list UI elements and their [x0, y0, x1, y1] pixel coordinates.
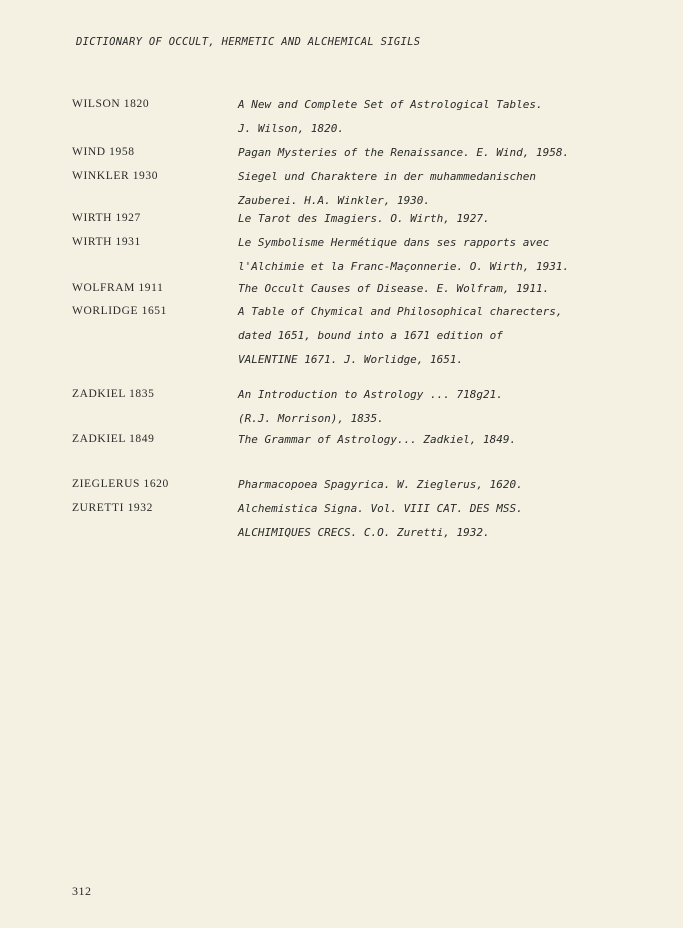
entry-description [238, 478, 523, 502]
entry-key: ZADKIEL 1849 [72, 433, 155, 445]
description-line: Pharmacopoea Spagyrica. W. Zieglerus, 1620. [238, 478, 523, 491]
description-line: l'Alchimie et la Franc-Maçonnerie. O. Wirth, 1931. [238, 260, 570, 273]
description-line: VALENTINE 1671. J. Worlidge, 1651. [238, 353, 464, 366]
entry-key: WIRTH 1927 [72, 212, 141, 224]
description-line: Le Tarot des Imagiers. O. Wirth, 1927. [238, 212, 490, 225]
description-line: dated 1651, bound into a 1671 edition of [238, 329, 503, 342]
entry-description [238, 282, 549, 306]
description-line: Siegel und Charaktere in der muhammedanischen [238, 170, 537, 183]
entry-description [238, 236, 569, 284]
entry-key: WILSON 1820 [72, 98, 150, 110]
entry-key: WINKLER 1930 [72, 170, 159, 182]
page-number: 312 [72, 884, 92, 898]
entry-key: WOLFRAM 1911 [72, 282, 164, 294]
entry-key: WORLIDGE 1651 [72, 305, 167, 317]
entry-key: ZURETTI 1932 [72, 502, 153, 514]
description-line: J. Wilson, 1820. [238, 122, 344, 135]
description-line: A New and Complete Set of Astrological Tables. [238, 98, 543, 111]
entry-key: ZIEGLERUS 1620 [72, 478, 169, 490]
description-line: ALCHIMIQUES CRECS. C.O. Zuretti, 1932. [238, 526, 490, 539]
description-line: The Occult Causes of Disease. E. Wolfram, 1911. [238, 282, 550, 295]
entry-key: WIND 1958 [72, 146, 135, 158]
entry-description [238, 502, 523, 550]
description-line: (R.J. Morrison), 1835. [238, 412, 384, 425]
entry-description [238, 433, 516, 457]
entry-description [238, 146, 569, 170]
running-header: DICTIONARY OF OCCULT, HERMETIC AND ALCHEMICAL SIGILS [76, 36, 421, 48]
entry-description [238, 170, 536, 218]
entry-description [238, 212, 490, 236]
entry-key: WIRTH 1931 [72, 236, 141, 248]
entry-description [238, 98, 543, 146]
entry-description [238, 305, 563, 377]
entry-key: ZADKIEL 1835 [72, 388, 155, 400]
description-line: An Introduction to Astrology ... 718g21. [238, 388, 503, 401]
entry-description [238, 388, 503, 436]
description-line: Alchemistica Signa. Vol. VIII CAT. DES MSS. [238, 502, 523, 515]
description-line: A Table of Chymical and Philosophical charecters, [238, 305, 563, 318]
description-line: Le Symbolisme Hermétique dans ses rapports avec [238, 236, 550, 249]
description-line: The Grammar of Astrology... Zadkiel, 1849. [238, 433, 517, 446]
description-line: Pagan Mysteries of the Renaissance. E. Wind, 1958. [238, 146, 570, 159]
description-line: Zauberei. H.A. Winkler, 1930. [238, 194, 431, 207]
